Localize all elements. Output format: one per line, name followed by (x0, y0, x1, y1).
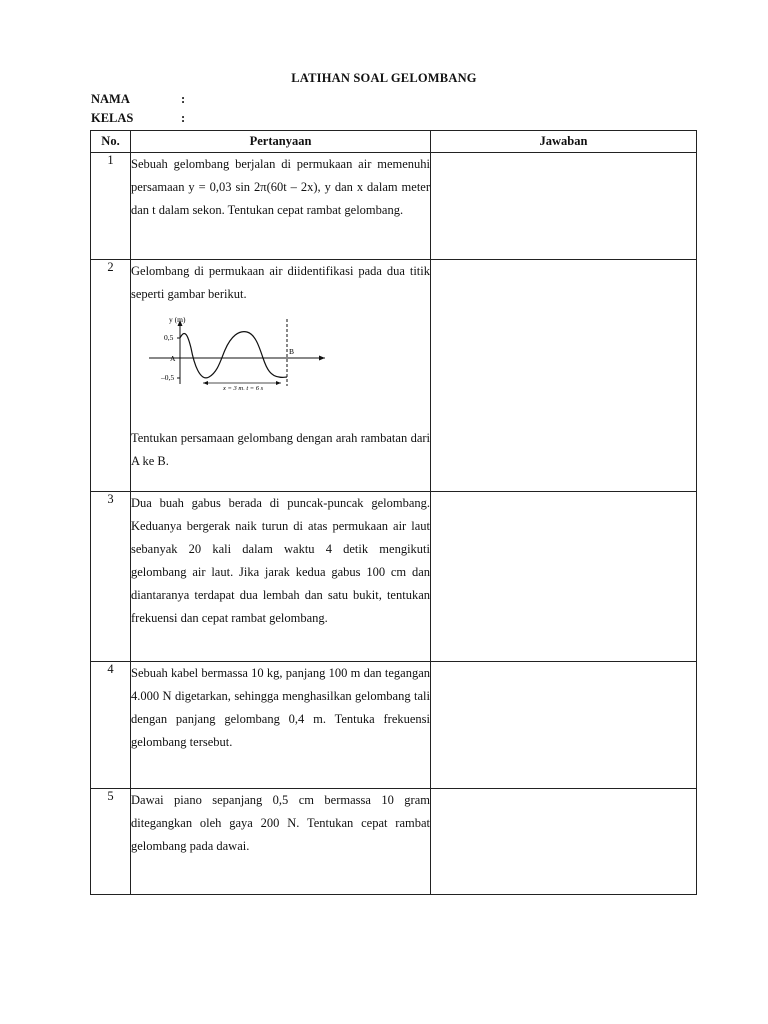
class-field (91, 111, 185, 126)
answer-cell[interactable] (431, 492, 697, 662)
class-separator: : (181, 111, 186, 125)
question-body: Dawai piano sepanjang 0,5 cm bermassa 10 gram ditegangkan oleh gaya 200 N. Tentukan cepat rambat gelombang pada dawai. (131, 793, 430, 853)
question-body: Sebuah gelombang berjalan di permukaan air memenuhi persamaan y = 0,03 sin 2π(60t – 2x), y dan x dalam meter dan t dalam sekon. Tentukan cepat rambat gelombang. (131, 157, 430, 217)
tick-top-label: 0,5 (164, 333, 174, 342)
question-table (90, 130, 697, 895)
table-row (91, 789, 697, 895)
y-axis-label: y (m) (169, 315, 186, 324)
table-row (91, 492, 697, 662)
header-no: No. (91, 131, 131, 153)
question-body-continued: Tentukan persamaan gelombang dengan arah rambatan dari A ke B. (131, 431, 430, 468)
name-separator: : (181, 92, 186, 106)
answer-cell[interactable] (431, 789, 697, 895)
table-row (91, 153, 697, 260)
question-body: Gelombang di permukaan air diidentifikasi pada dua titik seperti gambar berikut. (131, 264, 430, 301)
table-row (91, 662, 697, 789)
table-row (91, 260, 697, 492)
header-answer: Jawaban (431, 131, 697, 153)
question-text (131, 153, 431, 260)
point-b-label: B (289, 347, 295, 356)
distance-annotation: x = 3 m, t = 6 s (223, 385, 264, 390)
answer-cell[interactable] (431, 260, 697, 492)
name-label: NAMA (91, 92, 130, 106)
question-text (131, 789, 431, 895)
answer-cell[interactable] (431, 662, 697, 789)
question-body: Sebuah kabel bermassa 10 kg, panjang 100 m dan tegangan 4.000 N digetarkan, sehingga menghasilkan gelombang tali dengan panjang gelombang 0,4 m. Tentuka frekuensi gelombang tersebut. (131, 666, 430, 749)
class-label: KELAS (91, 111, 134, 125)
row-number: 4 (91, 662, 131, 789)
wave-figure (143, 314, 329, 390)
row-number: 1 (91, 153, 131, 260)
wave-graph (143, 314, 329, 390)
point-a-label: A (170, 354, 176, 363)
question-text (131, 260, 431, 492)
wave-curve (180, 332, 287, 378)
question-text (131, 492, 431, 662)
question-body: Dua buah gabus berada di puncak-puncak gelombang. Keduanya bergerak naik turun di atas permukaan air laut sebanyak 20 kali dalam waktu 4 detik mengikuti gelombang air laut. Jika jarak kedua gabus 100 cm dan diantaranya terdapat dua lembah dan satu bukit, tentukan frekuensi dan cepat rambat gelombang. (131, 496, 430, 625)
answer-cell[interactable] (431, 153, 697, 260)
name-field (91, 92, 185, 107)
row-number: 5 (91, 789, 131, 895)
x-axis-arrow (319, 356, 325, 361)
row-number: 3 (91, 492, 131, 662)
tick-bottom-label: –0,5 (161, 373, 175, 382)
page-title: LATIHAN SOAL GELOMBANG (291, 71, 477, 85)
question-text (131, 662, 431, 789)
row-number: 2 (91, 260, 131, 492)
table-header-row (91, 131, 697, 153)
header-question: Pertanyaan (131, 131, 431, 153)
